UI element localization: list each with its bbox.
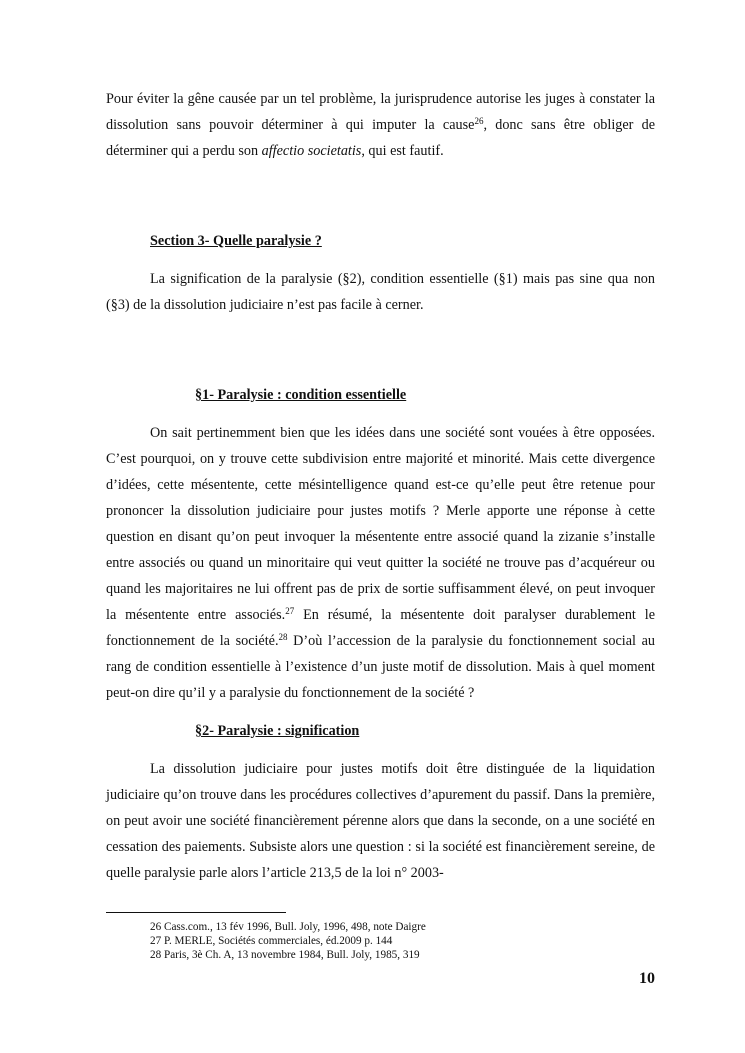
page-body xyxy=(106,86,655,886)
footnote-28: 28 Paris, 3è Ch. A, 13 novembre 1984, Bull. Joly, 1985, 319 xyxy=(150,949,420,961)
footnote-ref-27[interactable]: 27 xyxy=(285,606,295,616)
intro-paragraph xyxy=(106,86,655,164)
page-number: 10 xyxy=(639,970,655,987)
intro-text-c: , qui est fautif. xyxy=(361,143,444,159)
footnote-ref-26[interactable]: 26 xyxy=(474,116,484,126)
par1-text-c: D’où l’accession de la paralysie du fonctionnement social au rang de condition essentielle à l’existence d’un juste motif de dissolution. Mais à quel moment peut-on dire qu’il y a paralysie du fonctionnement de la société ? xyxy=(106,633,656,701)
intro-italic-term: affectio societatis xyxy=(261,143,362,159)
section-3-heading: Section 3- Quelle paralysie ? xyxy=(150,233,322,249)
par1-text-a: On sait pertinemment bien que les idées dans une société sont vouées à être opposées. C’est pourquoi, on y trouve cette subdivision entre majorité et minorité. Mais cette divergence d’idées, cette mésentente, cette mésintelligence quand est-ce qu’elle peut être retenue pour prononcer la dissolution judiciaire pour justes motifs ? Merle apporte une réponse à cette question en disant qu’on peut invoquer la mésentente entre associé quand la zizanie s’installe entre associés ou quand un minoritaire qui veut quitter la société ne trouve pas d’acquéreur ou quand les majoritaires ne lui offrent pas de prix de sortie suffisamment élevé, on peut invoquer la mésentente entre associés. xyxy=(106,425,655,623)
footnote-separator xyxy=(106,912,286,913)
footnote-26: 26 Cass.com., 13 fév 1996, Bull. Joly, 1996, 498, note Daigre xyxy=(150,921,426,933)
par1-text-b: En résumé, la mésentente doit paralyser durablement le fonctionnement de la société. xyxy=(106,607,656,649)
footnote-ref-28[interactable]: 28 xyxy=(278,632,288,642)
par2-paragraph: La dissolution judiciaire pour justes motifs doit être distinguée de la liquidation judiciaire qu’on trouve dans les procédures collectives d’apurement du passif. Dans la première, on peut avoir une société financièrement pérenne alors que dans la seconde, on a une société en cessation des paiements. Subsiste alors une question : si la société est financièrement sereine, de quelle paralysie parle alors l’article 213,5 de la loi n° 2003- xyxy=(106,761,655,881)
par1-paragraph xyxy=(106,420,655,706)
footnote-27: 27 P. MERLE, Sociétés commerciales, éd.2009 p. 144 xyxy=(150,935,393,947)
par1-heading: §1- Paralysie : condition essentielle xyxy=(195,387,407,403)
par2-heading: §2- Paralysie : signification xyxy=(195,723,360,739)
intro-text-a: Pour éviter la gêne causée par un tel problème, la jurisprudence autorise les juges à constater la dissolution sans pouvoir déterminer à qui imputer la cause xyxy=(106,91,655,133)
footnotes xyxy=(150,920,655,962)
section-3-paragraph: La signification de la paralysie (§2), condition essentielle (§1) mais pas sine qua non (§3) de la dissolution judiciaire n’est pas facile à cerner. xyxy=(106,271,655,313)
intro-text-b: , donc sans être obliger de déterminer qui a perdu son xyxy=(106,117,656,159)
